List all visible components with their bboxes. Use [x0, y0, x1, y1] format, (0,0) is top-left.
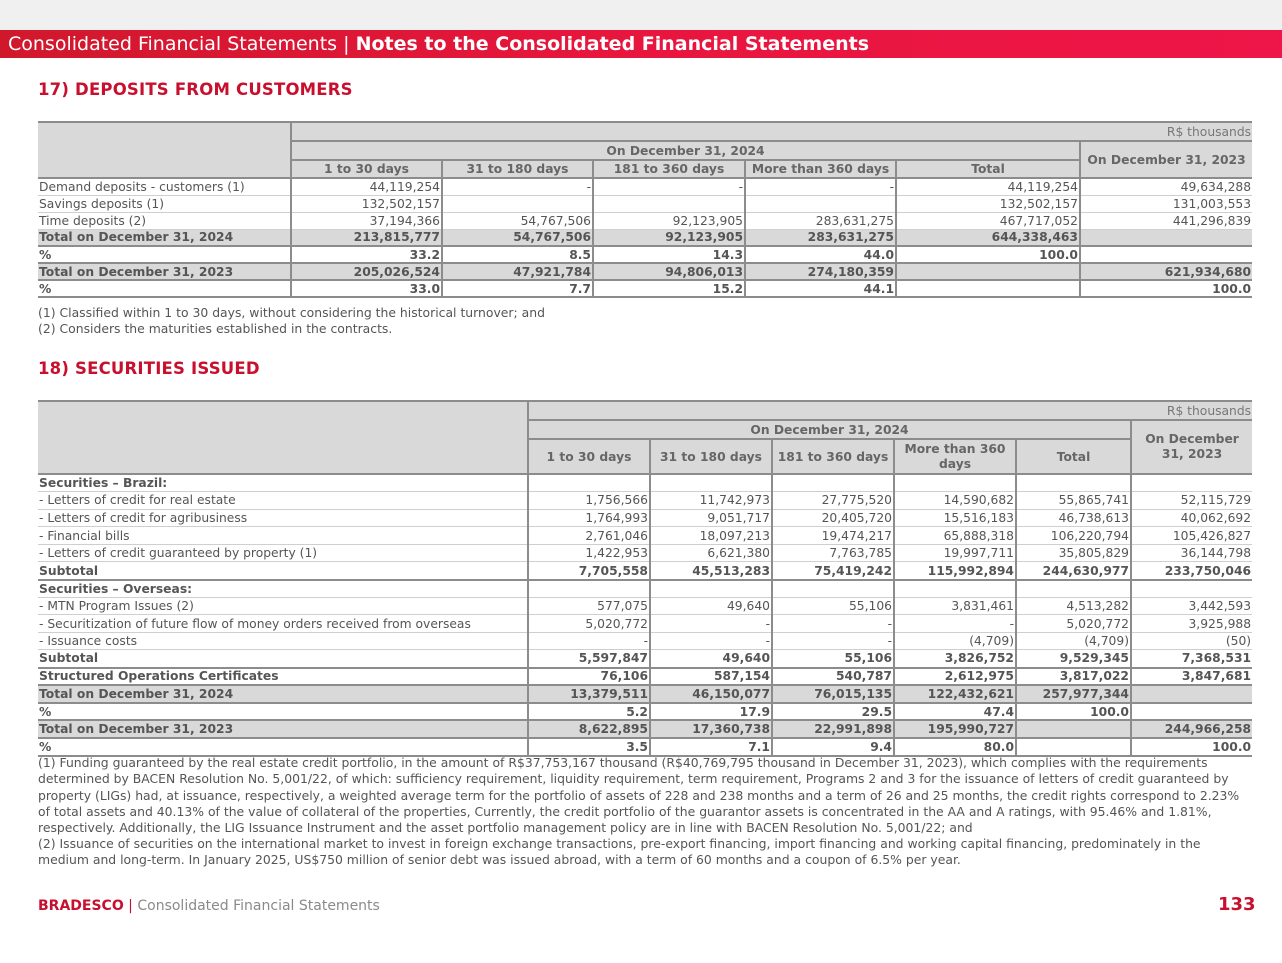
s17-col-header: 31 to 180 days [442, 160, 593, 178]
table-cell [593, 195, 745, 212]
table-cell: 621,934,680 [1080, 263, 1252, 280]
table-cell: 9.4 [772, 738, 894, 756]
securities-note-2: (2) Issuance of securities on the international market to invest in foreign exchange transactions, pre-export financing, import financing and working capital financing, predominately in the medium and long-term. In January 2025, US$750 million of senior debt was issued abroad, with a term of 60 months and a coupon of 6.5% per year. [38, 836, 1201, 868]
row-label: Subtotal [38, 562, 528, 580]
table-cell: 3,847,681 [1131, 668, 1252, 686]
table-cell: 49,640 [650, 597, 772, 615]
section-18-title: 18) SECURITIES ISSUED [38, 359, 260, 378]
table-cell: 132,502,157 [291, 195, 442, 212]
table-row [38, 720, 1252, 738]
s17-col-header: More than 360 days [745, 160, 896, 178]
table-row [38, 263, 1252, 280]
table-cell: 195,990,727 [894, 720, 1016, 738]
table-cell [528, 474, 650, 492]
table-cell: 587,154 [650, 668, 772, 686]
table-cell: - [528, 632, 650, 650]
table-cell: 76,106 [528, 668, 650, 686]
s18-col-header: More than 360 days [894, 439, 1016, 474]
table-cell: 44.1 [745, 280, 896, 297]
table-cell [1131, 474, 1252, 492]
s18-col-header: Total [1016, 439, 1131, 474]
table-cell [650, 474, 772, 492]
footer [38, 898, 380, 914]
footer-text: Consolidated Financial Statements [137, 898, 380, 914]
footer-separator: | [123, 898, 138, 914]
table-row [38, 580, 1252, 598]
deposits-table [38, 121, 1252, 298]
deposits-period-2024: On December 31, 2024 [291, 141, 1080, 160]
table-cell: 18,097,213 [650, 527, 772, 545]
table-cell [1016, 720, 1131, 738]
row-label: Securities – Brazil: [38, 474, 528, 492]
row-label: Total on December 31, 2023 [38, 720, 528, 738]
table-cell: 80.0 [894, 738, 1016, 756]
table-cell [650, 580, 772, 598]
table-cell: 75,419,242 [772, 562, 894, 580]
table-cell: 44.0 [745, 246, 896, 263]
table-cell: 13,379,511 [528, 685, 650, 703]
table-cell: 106,220,794 [1016, 527, 1131, 545]
table-cell: - [894, 615, 1016, 633]
table-row [38, 668, 1252, 686]
table-cell: 54,767,506 [442, 229, 593, 246]
table-cell: 1,422,953 [528, 544, 650, 562]
table-cell [1080, 229, 1252, 246]
table-cell: 65,888,318 [894, 527, 1016, 545]
table-cell: 257,977,344 [1016, 685, 1131, 703]
table-cell: 283,631,275 [745, 229, 896, 246]
table-cell: 49,640 [650, 650, 772, 668]
table-cell: 283,631,275 [745, 212, 896, 229]
table-cell: - [772, 632, 894, 650]
table-cell: 35,805,829 [1016, 544, 1131, 562]
row-label: - Securitization of future flow of money orders received from overseas [38, 615, 528, 633]
table-cell: 274,180,359 [745, 263, 896, 280]
table-cell [745, 195, 896, 212]
table-row [38, 246, 1252, 263]
table-cell: 3,925,988 [1131, 615, 1252, 633]
table-cell [896, 280, 1080, 297]
table-cell: 40,062,692 [1131, 509, 1252, 527]
table-row [38, 178, 1252, 195]
row-label: Total on December 31, 2024 [38, 229, 291, 246]
table-cell [442, 195, 593, 212]
table-cell: 100.0 [1080, 280, 1252, 297]
table-cell: 644,338,463 [896, 229, 1080, 246]
table-cell: 47,921,784 [442, 263, 593, 280]
table-cell: 100.0 [1131, 738, 1252, 756]
table-cell: 20,405,720 [772, 509, 894, 527]
row-label: Demand deposits - customers (1) [38, 178, 291, 195]
table-cell: 5,020,772 [1016, 615, 1131, 633]
table-row [38, 195, 1252, 212]
table-cell: 6,621,380 [650, 544, 772, 562]
table-cell: 122,432,621 [894, 685, 1016, 703]
row-label: - MTN Program Issues (2) [38, 597, 528, 615]
row-label: Time deposits (2) [38, 212, 291, 229]
s17-col-header: 1 to 30 days [291, 160, 442, 178]
table-row [38, 632, 1252, 650]
deposits-corner [38, 122, 291, 178]
table-cell: 36,144,798 [1131, 544, 1252, 562]
table-cell: 3,442,593 [1131, 597, 1252, 615]
row-label: % [38, 280, 291, 297]
table-row [38, 544, 1252, 562]
s17-col-header: 181 to 360 days [593, 160, 745, 178]
table-cell: 76,015,135 [772, 685, 894, 703]
table-cell: - [593, 178, 745, 195]
table-cell [1016, 738, 1131, 756]
table-cell: 205,026,524 [291, 263, 442, 280]
table-row [38, 212, 1252, 229]
table-row [38, 280, 1252, 297]
table-cell: (4,709) [894, 632, 1016, 650]
table-row [38, 685, 1252, 703]
table-row [38, 597, 1252, 615]
table-row [38, 492, 1252, 510]
table-cell: 55,106 [772, 597, 894, 615]
securities-period-2023: On December 31, 2023 [1131, 420, 1252, 474]
table-cell: 105,426,827 [1131, 527, 1252, 545]
table-cell: 132,502,157 [896, 195, 1080, 212]
deposits-note-2: (2) Considers the maturities established in the contracts. [38, 321, 393, 336]
s18-col-header: 31 to 180 days [650, 439, 772, 474]
table-cell: 7,705,558 [528, 562, 650, 580]
table-cell: 100.0 [896, 246, 1080, 263]
table-cell: 5.2 [528, 703, 650, 721]
deposits-note-1: (1) Classified within 1 to 30 days, without considering the historical turnover; and [38, 305, 545, 320]
securities-unit: R$ thousands [528, 401, 1252, 420]
row-label: - Letters of credit for real estate [38, 492, 528, 510]
table-cell: 7,368,531 [1131, 650, 1252, 668]
table-cell [1131, 685, 1252, 703]
table-cell: 8,622,895 [528, 720, 650, 738]
table-cell: 22,991,898 [772, 720, 894, 738]
table-cell: 92,123,905 [593, 229, 745, 246]
s18-col-header: 1 to 30 days [528, 439, 650, 474]
table-cell [1016, 580, 1131, 598]
table-cell: 44,119,254 [291, 178, 442, 195]
table-row [38, 229, 1252, 246]
table-cell: - [772, 615, 894, 633]
table-cell [894, 474, 1016, 492]
table-cell: 44,119,254 [896, 178, 1080, 195]
table-cell: 14.3 [593, 246, 745, 263]
deposits-period-2023: On December 31, 2023 [1080, 141, 1252, 178]
securities-period-2024: On December 31, 2024 [528, 420, 1131, 439]
row-label: Total on December 31, 2023 [38, 263, 291, 280]
header-title-plain: Consolidated Financial Statements | [8, 33, 356, 55]
table-cell: 2,761,046 [528, 527, 650, 545]
table-cell: 577,075 [528, 597, 650, 615]
top-strip [0, 0, 1282, 30]
row-label: - Letters of credit guaranteed by property (1) [38, 544, 528, 562]
header-title-bold: Notes to the Consolidated Financial Statements [355, 33, 870, 55]
table-cell: 19,997,711 [894, 544, 1016, 562]
table-cell: 11,742,973 [650, 492, 772, 510]
header-banner [0, 30, 1282, 58]
row-label: - Issuance costs [38, 632, 528, 650]
table-cell: 441,296,839 [1080, 212, 1252, 229]
table-row [38, 474, 1252, 492]
table-cell: 46,150,077 [650, 685, 772, 703]
row-label: - Financial bills [38, 527, 528, 545]
table-cell: 33.2 [291, 246, 442, 263]
table-cell: 27,775,520 [772, 492, 894, 510]
table-cell: 233,750,046 [1131, 562, 1252, 580]
table-cell: 14,590,682 [894, 492, 1016, 510]
table-row [38, 562, 1252, 580]
table-cell: 100.0 [1016, 703, 1131, 721]
table-cell: 3,831,461 [894, 597, 1016, 615]
table-row [38, 703, 1252, 721]
table-cell: 33.0 [291, 280, 442, 297]
table-row [38, 615, 1252, 633]
table-cell: 45,513,283 [650, 562, 772, 580]
table-cell: 3.5 [528, 738, 650, 756]
footer-brand: BRADESCO [38, 898, 124, 914]
table-cell: 55,106 [772, 650, 894, 668]
row-label: Total on December 31, 2024 [38, 685, 528, 703]
table-cell: 7,763,785 [772, 544, 894, 562]
table-cell: 17,360,738 [650, 720, 772, 738]
table-cell: 1,764,993 [528, 509, 650, 527]
table-cell: 131,003,553 [1080, 195, 1252, 212]
table-cell: 17.9 [650, 703, 772, 721]
table-cell: 54,767,506 [442, 212, 593, 229]
table-row [38, 527, 1252, 545]
table-cell: 3,826,752 [894, 650, 1016, 668]
row-label: Structured Operations Certificates [38, 668, 528, 686]
row-label: Savings deposits (1) [38, 195, 291, 212]
table-cell: 55,865,741 [1016, 492, 1131, 510]
table-cell: 213,815,777 [291, 229, 442, 246]
table-cell: 15,516,183 [894, 509, 1016, 527]
table-cell: (4,709) [1016, 632, 1131, 650]
table-cell: 8.5 [442, 246, 593, 263]
s17-col-header: Total [896, 160, 1080, 178]
deposits-unit: R$ thousands [291, 122, 1252, 141]
row-label: % [38, 246, 291, 263]
row-label: % [38, 738, 528, 756]
table-cell [1016, 474, 1131, 492]
securities-corner [38, 401, 528, 474]
table-cell: 9,529,345 [1016, 650, 1131, 668]
table-cell [528, 580, 650, 598]
page-number: 133 [1218, 894, 1256, 915]
row-label: Subtotal [38, 650, 528, 668]
table-cell: 47.4 [894, 703, 1016, 721]
table-cell: 5,597,847 [528, 650, 650, 668]
table-cell [772, 580, 894, 598]
table-cell: 92,123,905 [593, 212, 745, 229]
table-cell: 46,738,613 [1016, 509, 1131, 527]
table-cell [1131, 580, 1252, 598]
table-cell: 3,817,022 [1016, 668, 1131, 686]
table-cell: 7.1 [650, 738, 772, 756]
table-cell: 244,966,258 [1131, 720, 1252, 738]
row-label: % [38, 703, 528, 721]
table-cell: - [650, 632, 772, 650]
table-cell: - [442, 178, 593, 195]
table-cell: 7.7 [442, 280, 593, 297]
table-cell: - [650, 615, 772, 633]
table-cell: 2,612,975 [894, 668, 1016, 686]
table-cell: 540,787 [772, 668, 894, 686]
table-cell [1080, 246, 1252, 263]
table-cell [896, 263, 1080, 280]
table-cell: 9,051,717 [650, 509, 772, 527]
table-row [38, 738, 1252, 756]
table-cell: 15.2 [593, 280, 745, 297]
s18-col-header: 181 to 360 days [772, 439, 894, 474]
table-cell: 4,513,282 [1016, 597, 1131, 615]
table-cell: 37,194,366 [291, 212, 442, 229]
table-row [38, 509, 1252, 527]
securities-table [38, 400, 1252, 757]
table-cell: 244,630,977 [1016, 562, 1131, 580]
table-cell [1131, 703, 1252, 721]
table-cell: 1,756,566 [528, 492, 650, 510]
table-cell: 115,992,894 [894, 562, 1016, 580]
section-17-title: 17) DEPOSITS FROM CUSTOMERS [38, 80, 353, 99]
table-row [38, 650, 1252, 668]
table-cell: - [745, 178, 896, 195]
table-cell: 29.5 [772, 703, 894, 721]
table-cell: (50) [1131, 632, 1252, 650]
securities-note-1: (1) Funding guaranteed by the real estate credit portfolio, in the amount of R$37,753,167 thousand (R$40,769,795 thousand in December 31, 2023), which complies with the requirements determined by BACEN Resolution No. 5,001/22, of which: sufficiency requirement, liquidity requirement, term requirement, Programs 2 and 3 for the issuance of letters of credit guaranteed by property (LIGs) had, at issuance, respectively, a weighted average term for the portfolio of assets of 228 and 238 months and a term of 26 and 25 months, the credit rights correspond to 2.23% of total assets and 40.13% of the value of collateral of the properties, Currently, the credit portfolio of the guarantor assets is concentrated in the AA and A ratings, with 95.46% and 1.81%, respectively. Additionally, the LIG Issuance Instrument and the asset portfolio management policy are in line with BACEN Resolution No. 5,001/22; and [38, 755, 1240, 836]
table-cell: 5,020,772 [528, 615, 650, 633]
table-cell: 467,717,052 [896, 212, 1080, 229]
table-cell [894, 580, 1016, 598]
row-label: - Letters of credit for agribusiness [38, 509, 528, 527]
table-cell [772, 474, 894, 492]
table-cell: 19,474,217 [772, 527, 894, 545]
table-cell: 52,115,729 [1131, 492, 1252, 510]
table-cell: 49,634,288 [1080, 178, 1252, 195]
table-cell: 94,806,013 [593, 263, 745, 280]
row-label: Securities – Overseas: [38, 580, 528, 598]
